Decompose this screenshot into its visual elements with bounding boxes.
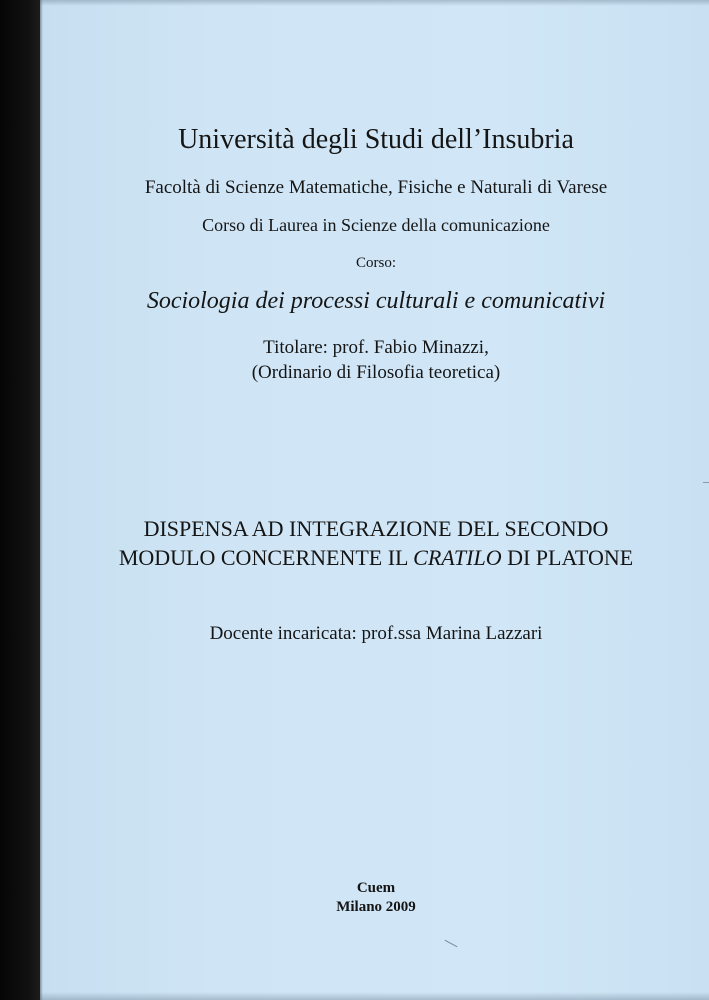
course-label: Corso: [355,255,396,271]
docente-incaricata: Docente incaricata: prof.ssa Marina Lazzari [209,623,543,644]
university-name: Università degli Studi dell’Insubria [178,124,574,155]
paper-edge-mark [703,482,709,483]
publication-place-year: Milano 2009 [336,899,416,915]
dispensa-title-suffix: DI PLATONE [501,545,634,570]
faculty-name: Facoltà di Scienze Matematiche, Fisiche e Naturali di Varese [144,177,608,198]
cratilo-title: CRATILO [413,545,502,570]
dispensa-title-line-2 [43,545,709,571]
dispensa-title-line-1: DISPENSA AD INTEGRAZIONE DEL SECONDO [143,516,609,541]
course-holder: Titolare: prof. Fabio Minazzi, [263,337,489,358]
paper-scratch-mark [445,940,458,947]
course-holder-role: (Ordinario di Filosofia teoretica) [251,362,501,383]
degree-course: Corso di Laurea in Scienze della comunicazione [202,215,550,235]
binding-spine [0,0,40,1000]
course-name: Sociologia dei processi culturali e comunicativi [146,288,606,314]
top-edge-shadow [40,0,709,6]
dispensa-title-prefix: MODULO CONCERNENTE IL [118,545,414,570]
bottom-edge-shadow [40,992,709,1000]
publisher-name: Cuem [356,880,396,896]
